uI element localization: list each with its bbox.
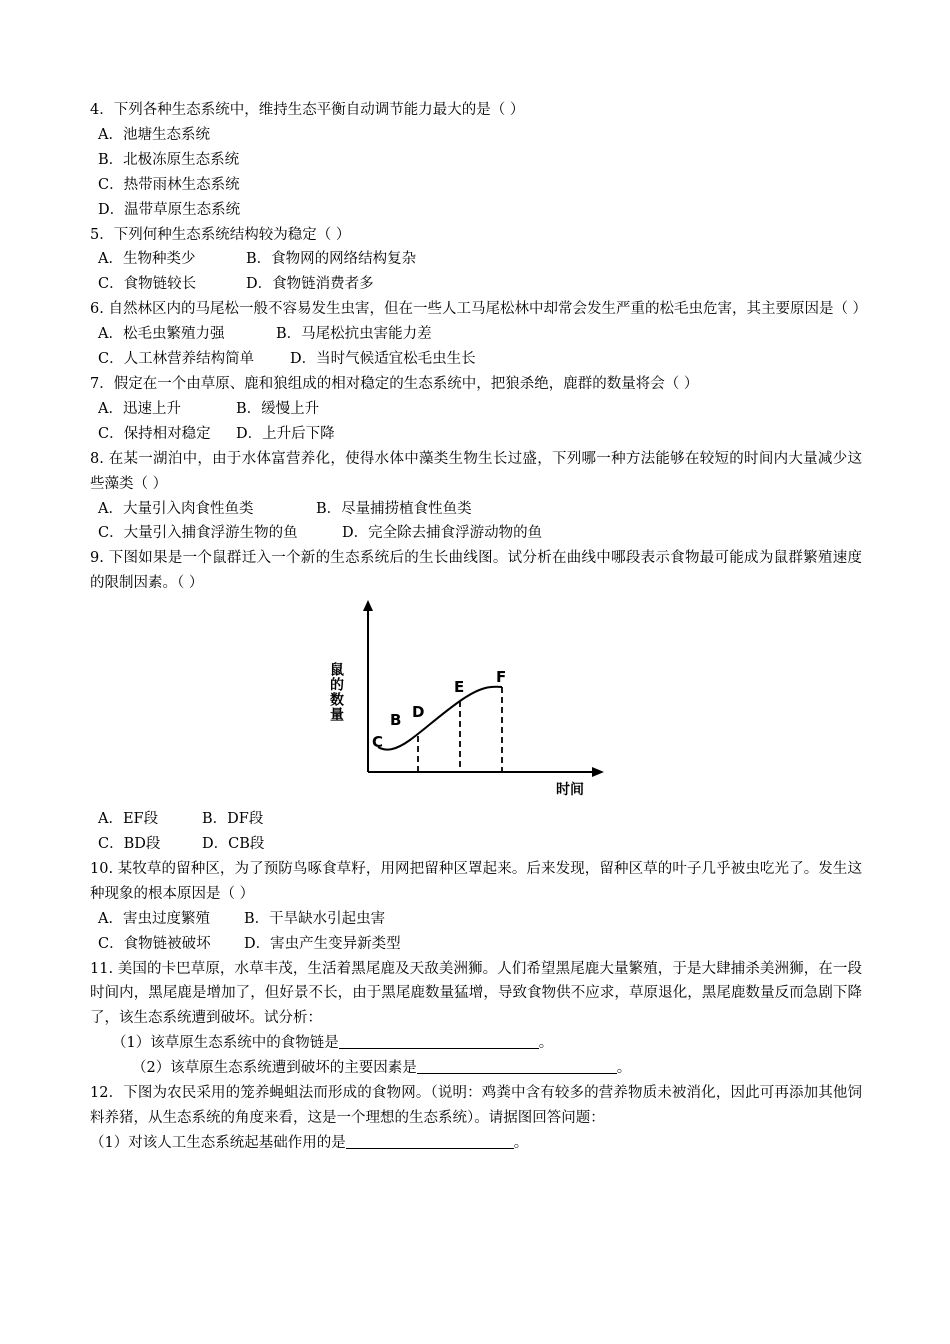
q7-option-d: D．上升后下降: [236, 425, 335, 442]
worksheet: [90, 98, 868, 1156]
q11-part1: [90, 1031, 862, 1056]
q12-part1-answer-blank[interactable]: [346, 1132, 514, 1149]
q5-option-a: A．生物种类少: [98, 251, 196, 268]
q10-option-b: B．干旱缺水引起虫害: [244, 910, 386, 927]
y-axis-label: 鼠的数量: [328, 662, 344, 723]
x-axis-arrow: [592, 767, 604, 777]
q6-option-b: B．马尾松抗虫害能力差: [276, 326, 432, 343]
x-axis-label: 时间: [556, 782, 584, 799]
mouse-growth-chart: [90, 600, 862, 805]
q5-options-row1: [90, 247, 862, 272]
q11-part2-end: 。: [616, 1060, 632, 1077]
q9-options-row2: [90, 832, 862, 857]
q6-option-c: C．人工林营养结构简单: [98, 351, 255, 368]
q11-part1-text: （1）该草原生态系统中的食物链是: [112, 1035, 339, 1052]
q8-options-row2: [90, 521, 862, 546]
q9-option-b: B．DF段: [202, 811, 264, 828]
q10-option-c: C．食物链被破坏: [98, 935, 211, 952]
q5-stem: 5．下列何种生态系统结构较为稳定（ ）: [90, 226, 351, 243]
point-label-b: B: [390, 711, 402, 730]
chart-svg: [330, 600, 610, 805]
q11-part2-text: （2）该草原生态系统遭到破坏的主要因素是: [132, 1060, 417, 1077]
point-label-e: E: [454, 678, 465, 697]
q6-option-a: A．松毛虫繁殖力强: [98, 326, 225, 343]
q6-option-d: D．当时气候适宜松毛虫生长: [290, 351, 476, 368]
q8-options-row1: [90, 497, 862, 522]
q12-stem: 12．下图为农民采用的笼养蝇蛆法而形成的食物网。（说明：鸡粪中含有较多的营养物质未被消化，因此可再添加其他饲料养猪，从生态系统的角度来看，这是一个理想的生态系统）。请据图回答问题：: [90, 1085, 862, 1126]
point-label-c: C: [372, 733, 384, 752]
q4-stem: 4．下列各种生态系统中，维持生态平衡自动调节能力最大的是（ ）: [90, 102, 525, 118]
q11-part1-answer-blank[interactable]: [339, 1032, 539, 1049]
q4-option-d: D．温带草原生态系统: [98, 201, 241, 218]
q12-part1: [90, 1131, 862, 1156]
q8-option-d: D．完全除去捕食浮游动物的鱼: [342, 525, 543, 542]
q10-option-d: D．害虫产生变异新类型: [244, 935, 401, 952]
q11-part1-end: 。: [538, 1035, 554, 1052]
q10-options-row2: [90, 932, 862, 957]
q5-option-b: B．食物网的网络结构复杂: [246, 251, 417, 268]
q7-options-row2: [90, 422, 862, 447]
q9-stem: 9. 下图如果是一个鼠群迁入一个新的生态系统后的生长曲线图。试分析在曲线中哪段表示食物最可能成为鼠群繁殖速度的限制因素。（ ）: [90, 550, 862, 592]
q4-option-b: B．北极冻原生态系统: [98, 151, 240, 168]
q6-options-row1: [90, 322, 862, 347]
q7-option-a: A．迅速上升: [98, 400, 181, 417]
q11-part2-answer-blank[interactable]: [417, 1057, 617, 1074]
q5-option-c: C．食物链较长: [98, 276, 197, 293]
q8-option-b: B．尽量捕捞植食性鱼类: [316, 500, 472, 517]
q4-option-c: C．热带雨林生态系统: [98, 176, 240, 193]
y-axis-arrow: [363, 600, 373, 611]
q12-part1-end: 。: [513, 1134, 529, 1151]
q10-option-a: A．害虫过度繁殖: [98, 910, 210, 927]
q11-part2: [90, 1056, 862, 1081]
q9-option-d: D．CB段: [202, 836, 265, 853]
q9-options-row1: [90, 807, 862, 832]
q5-options-row2: [90, 272, 862, 297]
q7-options-row1: [90, 397, 862, 422]
q12-part1-text: （1）对该人工生态系统起基础作用的是: [90, 1134, 346, 1151]
q8-option-c: C．大量引入捕食浮游生物的鱼: [98, 525, 298, 542]
q7-option-b: B．缓慢上升: [236, 400, 320, 417]
q5-option-d: D．食物链消费者多: [246, 276, 374, 293]
q7-stem: 7．假定在一个由草原、鹿和狼组成的相对稳定的生态系统中，把狼杀绝，鹿群的数量将会（ ）: [90, 375, 699, 392]
q8-option-a: A．大量引入肉食性鱼类: [98, 500, 254, 517]
q7-option-c: C．保持相对稳定: [98, 425, 211, 442]
point-label-d: D: [412, 703, 425, 722]
point-label-f: F: [496, 668, 507, 687]
q4-option-a: A．池塘生态系统: [98, 126, 210, 143]
q9-option-a: A．EF段: [98, 811, 159, 828]
q10-options-row1: [90, 907, 862, 932]
q11-stem: 11. 美国的卡巴草原，水草丰茂，生活着黑尾鹿及天敌美洲狮。人们希望黑尾鹿大量繁殖，于是大肆捕杀美洲狮，在一段时间内，黑尾鹿是增加了，但好景不长，由于黑尾鹿数量猛增，导致食物供不应求，草原退化，黑尾鹿数量反而急剧下降了，该生态系统遭到破坏。试分析：: [90, 960, 862, 1027]
q9-option-c: C．BD段: [98, 836, 161, 853]
q8-stem: 8. 在某一湖泊中，由于水体富营养化，使得水体中藻类生物生长过盛，下列哪一种方法能够在较短的时间内大量减少这些藻类（ ）: [90, 450, 862, 492]
q6-stem: 6. 自然林区内的马尾松一般不容易发生虫害，但在一些人工马尾松林中却常会发生严重的松毛虫危害，其主要原因是（ ）: [90, 301, 868, 318]
q6-options-row2: [90, 347, 862, 372]
q10-stem: 10. 某牧草的留种区，为了预防鸟啄食草籽，用网把留种区罩起来。后来发现，留种区草的叶子几乎被虫吃光了。发生这种现象的根本原因是（ ）: [90, 860, 862, 902]
